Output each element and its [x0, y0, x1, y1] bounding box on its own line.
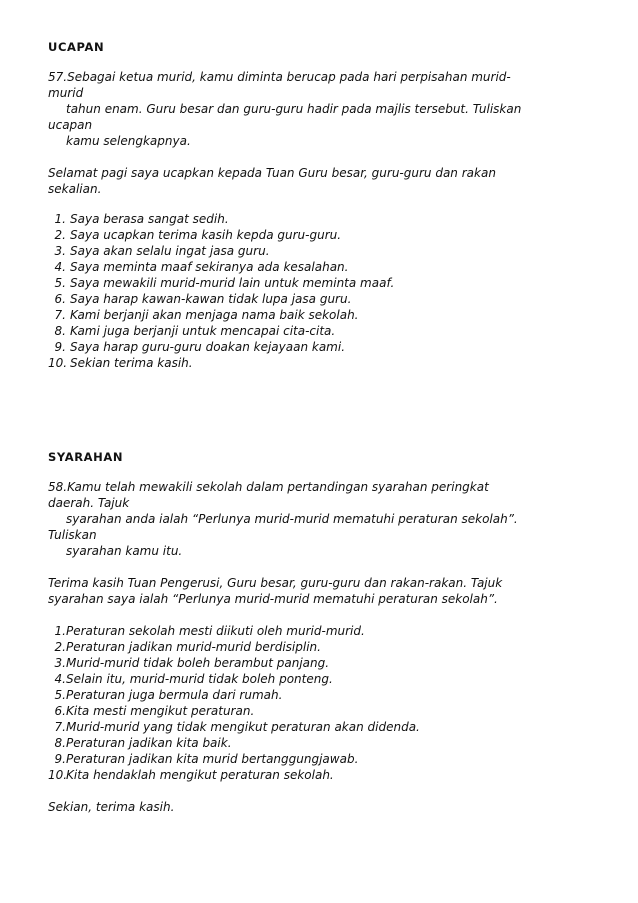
syarahan-list-item	[48, 656, 329, 671]
section-heading-syarahan: SYARAHAN	[48, 450, 124, 464]
list-number: 6.	[54, 704, 66, 718]
list-number: 7.	[54, 308, 66, 322]
list-text: Peraturan jadikan kita baik.	[66, 736, 232, 750]
ucapan-list-item	[48, 260, 348, 275]
list-number: 4.	[54, 260, 66, 274]
list-text: Saya harap kawan-kawan tidak lupa jasa guru.	[70, 292, 352, 306]
syarahan-list-item	[48, 720, 420, 735]
ucapan-intro-line-1: Selamat pagi saya ucapkan kepada Tuan Guru besar, guru-guru dan rakan	[48, 166, 496, 180]
syarahan-list-item	[48, 752, 358, 767]
ucapan-list-item	[48, 228, 341, 243]
list-number: 1.	[54, 624, 66, 638]
question-58-line-2: daerah. Tajuk	[48, 496, 130, 510]
list-text: Kita hendaklah mengikut peraturan sekolah.	[66, 768, 334, 782]
syarahan-closing: Sekian, terima kasih.	[48, 800, 175, 814]
list-text: Saya akan selalu ingat jasa guru.	[70, 244, 270, 258]
question-57-line-3: tahun enam. Guru besar dan guru-guru hadir pada majlis tersebut. Tuliskan	[66, 102, 522, 116]
syarahan-list-item	[48, 640, 321, 655]
list-number: 10.	[48, 768, 68, 782]
syarahan-intro-line-2: syarahan saya ialah “Perlunya murid-murid mematuhi peraturan sekolah”.	[48, 592, 498, 606]
list-number: 2.	[54, 640, 66, 654]
question-58-line-1: 58.Kamu telah mewakili sekolah dalam pertandingan syarahan peringkat	[48, 480, 489, 494]
question-58-line-3: syarahan anda ialah “Perlunya murid-murid mematuhi peraturan sekolah”.	[66, 512, 518, 526]
list-text: Saya meminta maaf sekiranya ada kesalahan.	[70, 260, 349, 274]
list-number: 5.	[54, 276, 66, 290]
list-text: Sekian terima kasih.	[70, 356, 193, 370]
list-text: Peraturan juga bermula dari rumah.	[66, 688, 283, 702]
ucapan-list-item	[48, 308, 359, 323]
ucapan-intro-line-2: sekalian.	[48, 182, 102, 196]
list-text: Peraturan sekolah mesti diikuti oleh murid-murid.	[66, 624, 365, 638]
list-text: Kita mesti mengikut peraturan.	[66, 704, 255, 718]
list-number: 6.	[54, 292, 66, 306]
ucapan-list-item	[48, 292, 351, 307]
list-text: Saya mewakili murid-murid lain untuk meminta maaf.	[70, 276, 395, 290]
ucapan-list-item	[48, 212, 229, 227]
list-number: 8.	[54, 736, 66, 750]
list-number: 3.	[54, 244, 66, 258]
ucapan-list-item	[48, 276, 394, 291]
ucapan-list-item	[48, 244, 270, 259]
list-text: Kami berjanji akan menjaga nama baik sekolah.	[70, 308, 359, 322]
ucapan-list-item	[48, 356, 193, 371]
list-number: 3.	[54, 656, 66, 670]
list-text: Saya berasa sangat sedih.	[70, 212, 229, 226]
syarahan-list-item	[48, 768, 334, 783]
syarahan-intro-line-1: Terima kasih Tuan Pengerusi, Guru besar, guru-guru dan rakan-rakan. Tajuk	[48, 576, 503, 590]
list-text: Peraturan jadikan kita murid bertanggungjawab.	[66, 752, 359, 766]
syarahan-list-item	[48, 624, 365, 639]
list-number: 5.	[54, 688, 66, 702]
list-number: 9.	[54, 340, 66, 354]
ucapan-list-item	[48, 324, 335, 339]
syarahan-list-item	[48, 736, 232, 751]
syarahan-list-item	[48, 672, 333, 687]
list-number: 8.	[54, 324, 66, 338]
list-text: Selain itu, murid-murid tidak boleh ponteng.	[66, 672, 333, 686]
section-heading-ucapan: UCAPAN	[48, 40, 105, 54]
question-57-line-2: murid	[48, 86, 84, 100]
list-number: 7.	[54, 720, 66, 734]
syarahan-list-item	[48, 704, 254, 719]
syarahan-list-item	[48, 688, 282, 703]
list-number: 1.	[54, 212, 66, 226]
list-number: 9.	[54, 752, 66, 766]
list-text: Kami juga berjanji untuk mencapai cita-cita.	[70, 324, 336, 338]
question-57-line-1: 57.Sebagai ketua murid, kamu diminta berucap pada hari perpisahan murid-	[48, 70, 511, 84]
list-number: 4.	[54, 672, 66, 686]
ucapan-list-item	[48, 340, 345, 355]
question-58-line-4: Tuliskan	[48, 528, 97, 542]
list-text: Saya harap guru-guru doakan kejayaan kami.	[70, 340, 346, 354]
list-text: Murid-murid yang tidak mengikut peraturan akan didenda.	[66, 720, 420, 734]
list-text: Peraturan jadikan murid-murid berdisiplin.	[66, 640, 321, 654]
question-57-line-4: ucapan	[48, 118, 93, 132]
question-58-line-5: syarahan kamu itu.	[66, 544, 183, 558]
list-text: Saya ucapkan terima kasih kepda guru-guru.	[70, 228, 342, 242]
list-number: 2.	[54, 228, 66, 242]
question-57-line-5: kamu selengkapnya.	[66, 134, 191, 148]
list-number: 10.	[48, 356, 68, 370]
list-text: Murid-murid tidak boleh berambut panjang.	[66, 656, 330, 670]
